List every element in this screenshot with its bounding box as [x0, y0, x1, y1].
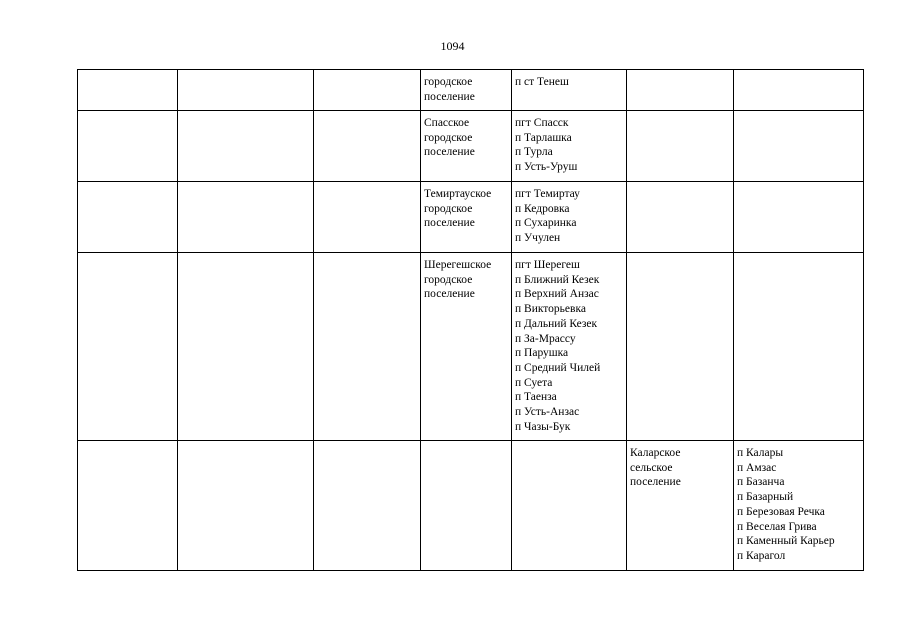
- cell-empty: [734, 253, 864, 441]
- cell-empty: [78, 70, 178, 111]
- locality-line: п ст Тенеш: [515, 76, 569, 88]
- settlement-line: Каларское: [630, 447, 681, 459]
- locality-line: п Березовая Речка: [737, 505, 825, 518]
- cell-empty: [512, 441, 627, 571]
- settlement-line: городское: [424, 76, 473, 88]
- locality-line: п Усть-Анзас: [515, 406, 580, 419]
- settlement-line: Спасское: [424, 117, 470, 129]
- locality-line: п Усть-Уруш: [515, 161, 578, 174]
- locality-line: п Амзас: [737, 461, 777, 474]
- settlement-line: Шерегешское: [424, 259, 492, 271]
- cell-settlement: [421, 70, 512, 111]
- cell-empty: [178, 70, 314, 111]
- cell-settlement: [421, 182, 512, 253]
- locality-line: п Парушка: [515, 347, 569, 360]
- locality-line: п За-Мрассу: [515, 332, 576, 345]
- locality-line: п Учулен: [515, 232, 561, 245]
- locality-line: п Дальний Кезек: [515, 317, 598, 330]
- cell-empty: [734, 70, 864, 111]
- cell-empty: [627, 111, 734, 182]
- cell-empty: [78, 111, 178, 182]
- locality-line: пгт Темиртау: [515, 188, 580, 200]
- cell-empty: [314, 70, 421, 111]
- table-row: [78, 111, 864, 182]
- locality-line: п Каменный Карьер: [737, 535, 835, 548]
- locality-line: п Чазы-Бук: [515, 420, 571, 433]
- locality-line: п Веселая Грива: [737, 520, 817, 533]
- cell-empty: [734, 111, 864, 182]
- cell-empty: [627, 253, 734, 441]
- cell-empty: [314, 182, 421, 253]
- settlement-line: поселение: [424, 288, 475, 301]
- locality-line: п Суета: [515, 376, 553, 389]
- cell-empty: [734, 182, 864, 253]
- table-row: [78, 182, 864, 253]
- cell-settlement: [627, 441, 734, 571]
- table-body: [78, 70, 864, 571]
- settlement-line: поселение: [630, 476, 681, 489]
- settlement-line: Темиртауское: [424, 188, 492, 200]
- cell-localities: [512, 70, 627, 111]
- cell-localities: [512, 111, 627, 182]
- cell-empty: [421, 441, 512, 571]
- cell-empty: [178, 253, 314, 441]
- locality-line: п Кедровка: [515, 202, 570, 215]
- settlement-line: сельское: [630, 461, 673, 474]
- locality-line: п Базанча: [737, 476, 785, 489]
- cell-empty: [627, 182, 734, 253]
- cell-empty: [314, 253, 421, 441]
- locality-line: пгт Шерегеш: [515, 259, 580, 271]
- page-number: 1094: [440, 39, 465, 53]
- locality-line: п Средний Чилей: [515, 361, 601, 374]
- cell-localities: [512, 253, 627, 441]
- cell-empty: [314, 441, 421, 571]
- locality-line: пгт Спасск: [515, 117, 569, 129]
- locality-line: п Базарный: [737, 491, 794, 504]
- cell-empty: [78, 253, 178, 441]
- settlement-line: городское: [424, 273, 473, 286]
- settlement-line: поселение: [424, 146, 475, 159]
- locality-line: п Ближний Кезек: [515, 273, 600, 286]
- locality-line: п Сухаринка: [515, 217, 577, 230]
- locality-line: п Турла: [515, 146, 553, 159]
- settlements-table: [77, 69, 864, 571]
- settlement-line: городское: [424, 202, 473, 215]
- locality-line: п Викторьевка: [515, 303, 586, 316]
- locality-line: п Карагол: [737, 549, 786, 562]
- locality-line: п Таенза: [515, 391, 557, 404]
- cell-empty: [178, 111, 314, 182]
- locality-line: п Калары: [737, 447, 784, 459]
- settlement-line: поселение: [424, 90, 475, 103]
- cell-empty: [178, 182, 314, 253]
- cell-empty: [627, 70, 734, 111]
- cell-settlement: [421, 253, 512, 441]
- table-row: [78, 253, 864, 441]
- cell-empty: [78, 182, 178, 253]
- locality-line: п Тарлашка: [515, 131, 572, 144]
- cell-localities: [734, 441, 864, 571]
- cell-empty: [178, 441, 314, 571]
- cell-empty: [314, 111, 421, 182]
- table-row: [78, 70, 864, 111]
- cell-localities: [512, 182, 627, 253]
- table-row: [78, 441, 864, 571]
- cell-empty: [78, 441, 178, 571]
- cell-settlement: [421, 111, 512, 182]
- settlement-line: поселение: [424, 217, 475, 230]
- settlement-line: городское: [424, 131, 473, 144]
- locality-line: п Верхний Анзас: [515, 288, 599, 301]
